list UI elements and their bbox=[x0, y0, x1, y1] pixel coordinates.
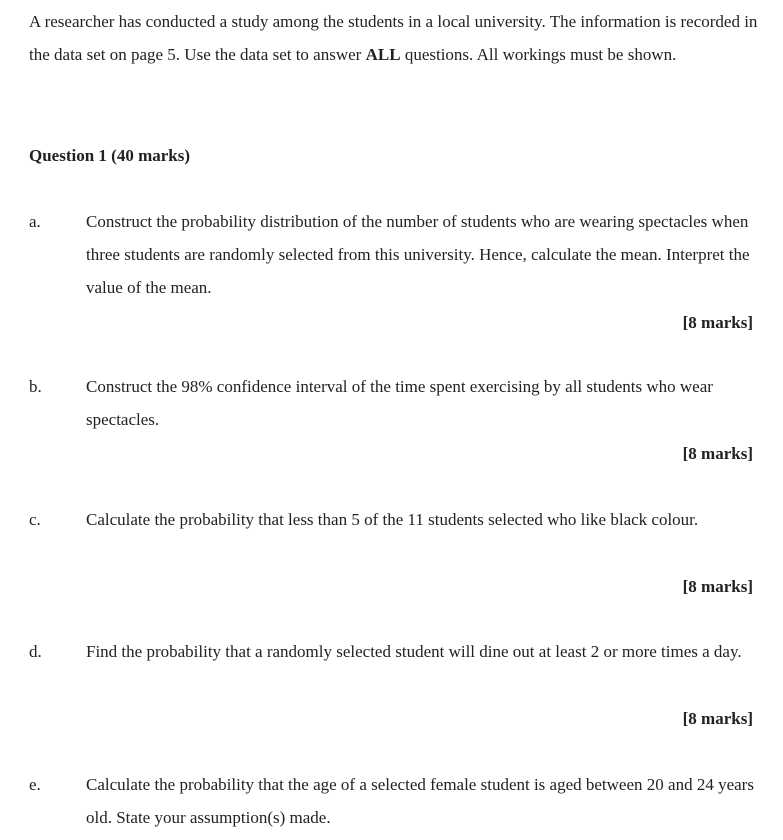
part-text: Find the probability that a randomly selected student will dine out at least 2 or more times a day. bbox=[86, 642, 742, 661]
part-marks: [8 marks] bbox=[682, 577, 753, 596]
intro-bold: ALL bbox=[365, 45, 401, 64]
part-label: c. bbox=[29, 510, 41, 529]
part-marks: [8 marks] bbox=[682, 709, 753, 728]
part-text: Calculate the probability that less than 5 of the 11 students selected who like black colour. bbox=[86, 510, 699, 529]
part-text: Calculate the probability that the age of a selected female student is aged between 20 and 24 years old. State your assumption(s) made. bbox=[86, 775, 754, 827]
intro-text-end: questions. All workings must be shown. bbox=[400, 45, 677, 64]
part-marks: [8 marks] bbox=[682, 313, 753, 332]
intro-text: A researcher has conducted a study among the students in a local university. The information is recorded in the data set on page 5. Use the data set to answer bbox=[29, 12, 758, 64]
question-title: Question 1 (40 marks) bbox=[29, 146, 191, 165]
part-label: b. bbox=[29, 377, 42, 396]
part-text: Construct the 98% confidence interval of the time spent exercising by all students who wear spectacles. bbox=[86, 377, 713, 429]
part-marks: [8 marks] bbox=[682, 444, 753, 463]
part-label: d. bbox=[29, 642, 42, 661]
part-label: e. bbox=[29, 775, 41, 794]
part-label: a. bbox=[29, 212, 41, 231]
part-text: Construct the probability distribution of the number of students who are wearing spectacles when three students are randomly selected from this university. Hence, calculate the mean. Interpret the value of the mean. bbox=[86, 212, 750, 297]
intro-paragraph bbox=[29, 5, 759, 71]
